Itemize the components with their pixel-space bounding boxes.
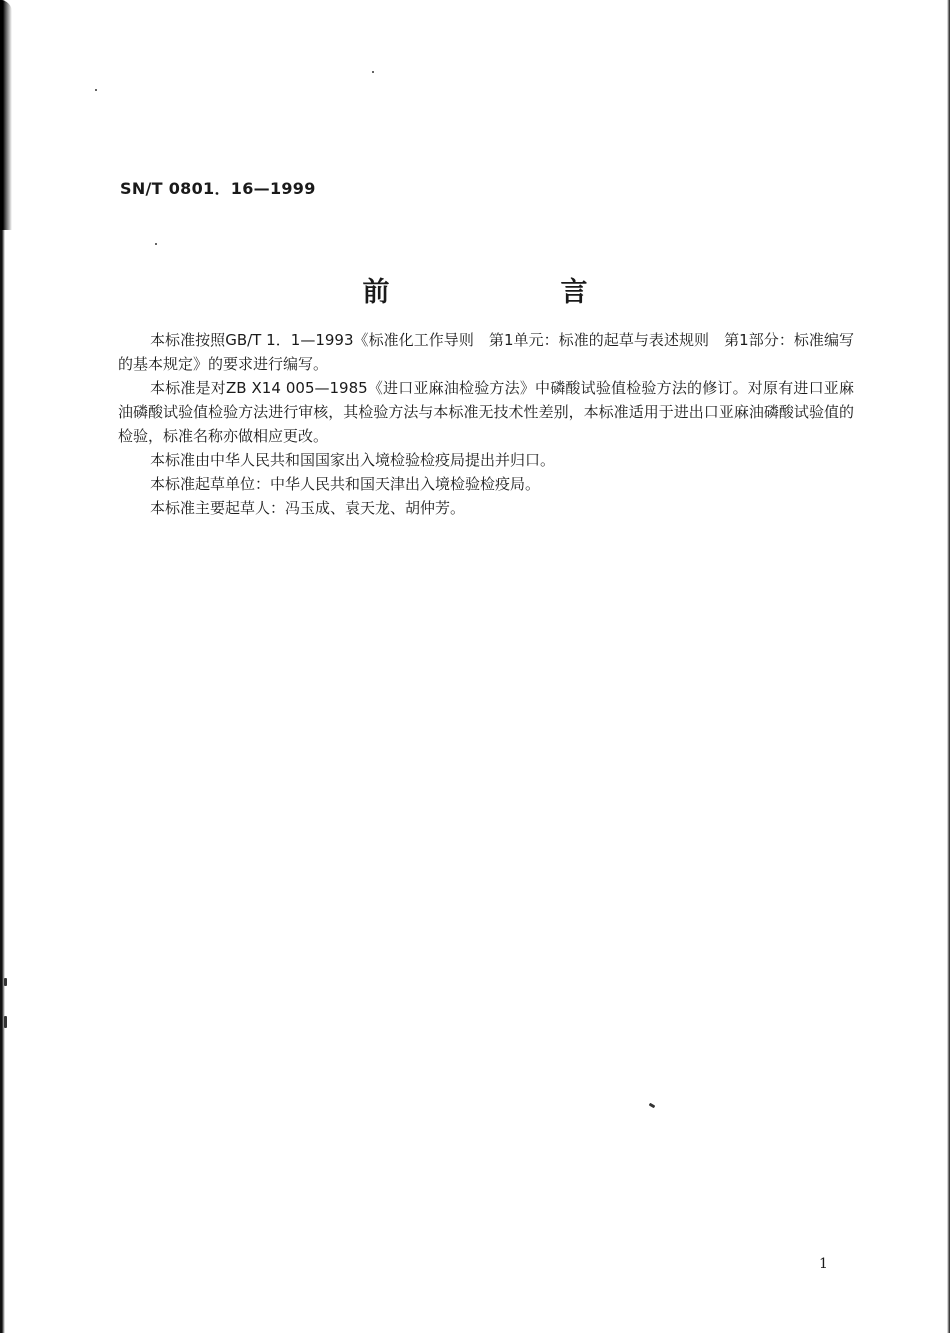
scan-speck (155, 243, 157, 245)
page-title: 前 言 (362, 277, 660, 308)
paragraph: 本标准按照GB/T 1．1—1993《标准化工作导则 第1单元：标准的起草与表述规则 第1部分：标准编写的基本规定》的要求进行编写。 (118, 331, 854, 373)
paragraph: 本标准主要起草人：冯玉成、袁天龙、胡仲芳。 (150, 499, 466, 517)
scan-speck (649, 1103, 656, 1109)
scan-edge-left-top (0, 0, 12, 230)
paragraph: 本标准起草单位：中华人民共和国天津出入境检验检疫局。 (150, 475, 541, 493)
paragraph: 本标准由中华人民共和国国家出入境检验检疫局提出并归口。 (150, 451, 556, 469)
paragraph: 本标准是对ZB X14 005—1985《进口亚麻油检验方法》中磷酸试验值检验方法的修订。对原有进口亚麻油磷酸试验值检验方法进行审核，其检验方法与本标准无技术性差别，本标准适用于进出口亚麻油磷酸试验值的检验，标准名称亦做相应更改。 (118, 379, 854, 445)
scan-speck (95, 89, 97, 91)
document-code: SN/T 0801．16—1999 (120, 179, 316, 198)
scan-speck (372, 71, 374, 73)
page-number: 1 (819, 1256, 828, 1272)
scan-speck (4, 978, 7, 986)
scan-speck (4, 1016, 7, 1028)
foreword-body (118, 328, 854, 520)
